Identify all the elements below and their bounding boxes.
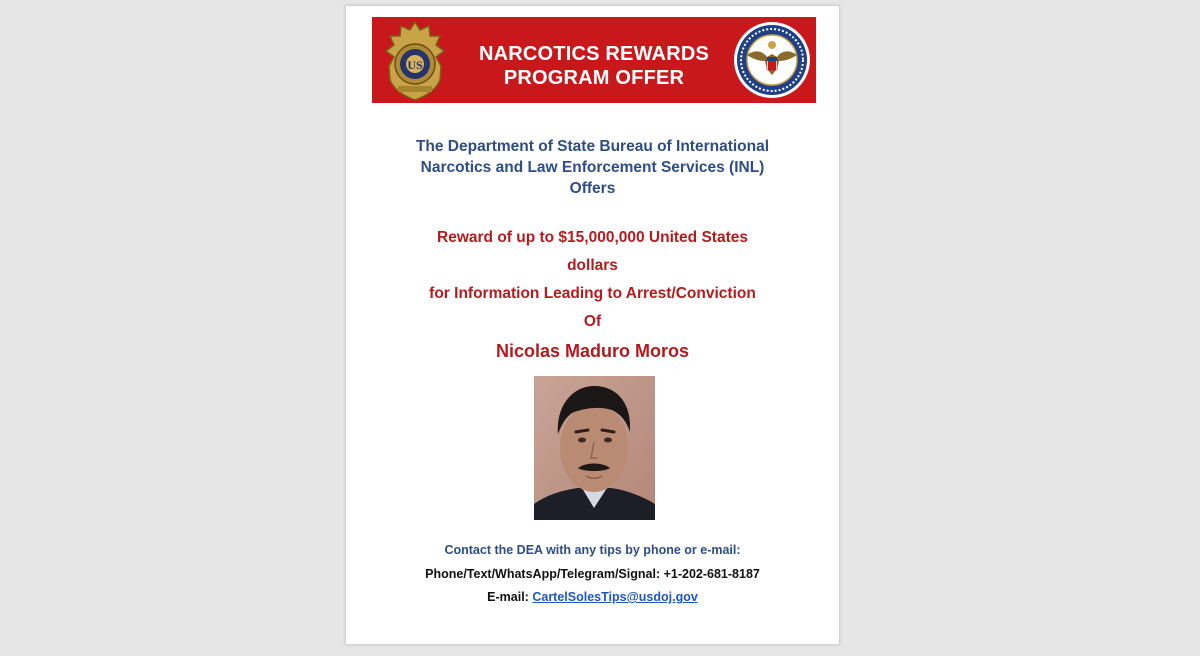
reward-line4: Of: [583, 313, 602, 330]
reward-line1: Reward of up to $15,000,000 United States: [437, 229, 748, 246]
reward-text: [346, 224, 839, 366]
phone-number[interactable]: +1-202-681-8187: [663, 567, 760, 581]
intro-text: [386, 136, 799, 199]
wanted-person-photo: [534, 376, 655, 520]
phone-line: [346, 567, 839, 581]
phone-label: Phone/Text/WhatsApp/Telegram/Signal:: [425, 567, 661, 581]
intro-line1: The Department of State Bureau of International: [415, 138, 770, 155]
badge-text: US: [407, 58, 423, 72]
banner-title-line1: NARCOTICS REWARDS: [478, 43, 710, 65]
reward-line2: dollars: [567, 257, 618, 274]
dea-badge-icon: [384, 20, 446, 102]
header-banner: [372, 17, 816, 103]
intro-line2: Narcotics and Law Enforcement Services (INL): [420, 159, 765, 176]
intro-line3: Offers: [569, 180, 616, 197]
email-label: E-mail:: [487, 590, 529, 604]
banner-title-line2: PROGRAM OFFER: [503, 67, 685, 89]
email-line: [346, 590, 839, 604]
document-page: [345, 5, 840, 645]
reward-line3: for Information Leading to Arrest/Conviction: [429, 285, 756, 302]
contact-heading: Contact the DEA with any tips by phone or e-mail:: [444, 543, 741, 557]
email-link[interactable]: CartelSolesTips@usdoj.gov: [532, 590, 698, 604]
banner-title: [458, 42, 730, 90]
wanted-person-name: Nicolas Maduro Moros: [495, 341, 690, 361]
department-of-state-seal-icon: [733, 21, 811, 99]
